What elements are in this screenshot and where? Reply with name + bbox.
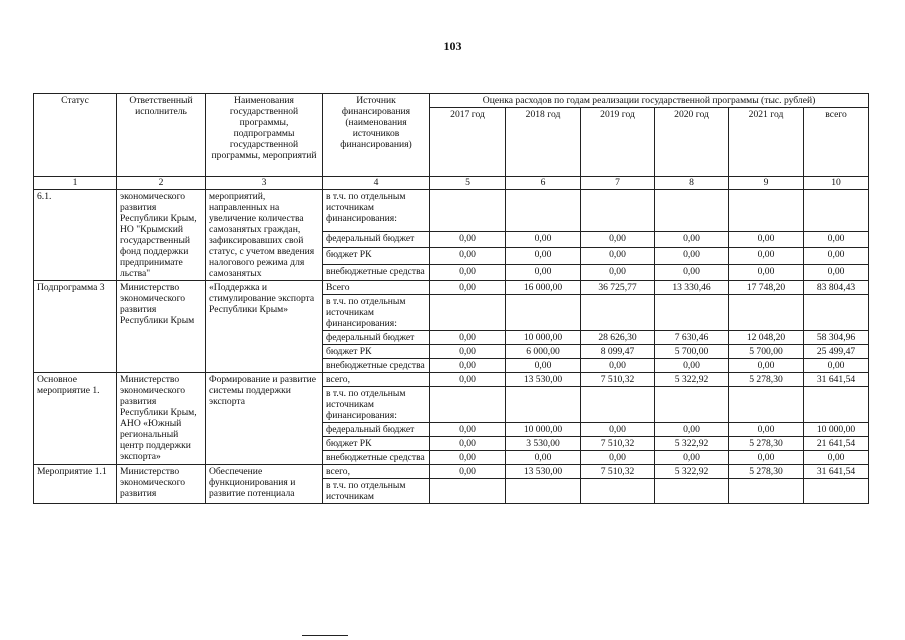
row-year-value: 0,00: [506, 451, 581, 465]
row-year-value: 0,00: [430, 232, 506, 248]
row-funding-source: бюджет РК: [323, 437, 430, 451]
row-executor: Министерство экономического развития Республики Крым: [117, 281, 206, 373]
row-year-value: 0,00: [430, 359, 506, 373]
row-year-value: [430, 190, 506, 232]
row-measure-name: мероприятий, направленных на увеличение количества самозанятых граждан, зафиксировавших свой статус, с учетом введения налогового режима для самозанятых: [206, 190, 323, 281]
row-year-value: 8 099,47: [581, 345, 655, 359]
row-total-value: 58 304,96: [804, 331, 869, 345]
row-funding-source: в т.ч. по отдельным источникам: [323, 479, 430, 504]
row-total-value: 0,00: [804, 359, 869, 373]
row-year-value: 0,00: [655, 264, 729, 280]
header-year: 2019 год: [581, 108, 655, 177]
row-measure-name: Формирование и развитие системы поддержки экспорта: [206, 373, 323, 465]
footnote-divider: [302, 635, 348, 636]
row-year-value: 13 530,00: [506, 373, 581, 387]
row-year-value: 12 048,20: [729, 331, 804, 345]
table-row: [34, 281, 869, 295]
row-year-value: 0,00: [655, 451, 729, 465]
row-year-value: 28 626,30: [581, 331, 655, 345]
column-number: 3: [206, 177, 323, 190]
row-year-value: [430, 479, 506, 504]
column-number: 5: [430, 177, 506, 190]
table-row: [34, 373, 869, 387]
row-year-value: 5 322,92: [655, 373, 729, 387]
row-year-value: [581, 387, 655, 423]
row-year-value: 0,00: [729, 451, 804, 465]
column-number: 8: [655, 177, 729, 190]
row-total-value: 0,00: [804, 248, 869, 264]
column-number: 4: [323, 177, 430, 190]
row-total-value: 0,00: [804, 232, 869, 248]
row-year-value: 0,00: [430, 423, 506, 437]
row-year-value: 5 322,92: [655, 465, 729, 479]
row-total-value: 25 499,47: [804, 345, 869, 359]
row-year-value: 7 630,46: [655, 331, 729, 345]
row-funding-source: всего,: [323, 373, 430, 387]
row-year-value: 0,00: [430, 345, 506, 359]
row-year-value: [729, 387, 804, 423]
row-year-value: [729, 295, 804, 331]
row-year-value: 0,00: [729, 248, 804, 264]
header-status: Статус: [34, 94, 117, 177]
row-year-value: 0,00: [430, 437, 506, 451]
row-year-value: 0,00: [581, 248, 655, 264]
row-year-value: 5 322,92: [655, 437, 729, 451]
row-year-value: 5 278,30: [729, 373, 804, 387]
row-year-value: [506, 479, 581, 504]
row-year-value: 7 510,32: [581, 465, 655, 479]
column-number: 6: [506, 177, 581, 190]
row-year-value: 5 700,00: [729, 345, 804, 359]
row-year-value: [729, 479, 804, 504]
row-year-value: 5 278,30: [729, 465, 804, 479]
row-year-value: 7 510,32: [581, 373, 655, 387]
row-year-value: 0,00: [581, 451, 655, 465]
row-funding-source: федеральный бюджет: [323, 331, 430, 345]
row-total-value: 21 641,54: [804, 437, 869, 451]
row-total-value: [804, 295, 869, 331]
row-year-value: 0,00: [506, 264, 581, 280]
header-year: 2017 год: [430, 108, 506, 177]
row-year-value: [506, 387, 581, 423]
row-total-value: 0,00: [804, 264, 869, 280]
row-executor: Министерство экономического развития Республики Крым, АНО «Южный региональный центр поддержки экспорта»: [117, 373, 206, 465]
row-year-value: 0,00: [430, 465, 506, 479]
row-year-value: 0,00: [430, 451, 506, 465]
row-total-value: 31 641,54: [804, 373, 869, 387]
column-number: 2: [117, 177, 206, 190]
row-year-value: [581, 190, 655, 232]
column-number-row: [34, 177, 869, 190]
row-funding-source: в т.ч. по отдельным источникам финансирования:: [323, 295, 430, 331]
row-year-value: [655, 479, 729, 504]
row-year-value: [655, 387, 729, 423]
row-funding-source: в т.ч. по отдельным источникам финансирования:: [323, 190, 430, 232]
header-source: Источник финансирования (наименования источников финансирования): [323, 94, 430, 177]
row-total-value: [804, 479, 869, 504]
row-year-value: 3 530,00: [506, 437, 581, 451]
row-funding-source: Всего: [323, 281, 430, 295]
header-executor: Ответственный исполнитель: [117, 94, 206, 177]
row-year-value: 0,00: [430, 264, 506, 280]
row-year-value: 5 700,00: [655, 345, 729, 359]
row-year-value: 0,00: [655, 359, 729, 373]
header-year: 2020 год: [655, 108, 729, 177]
row-status: Мероприятие 1.1: [34, 465, 117, 504]
row-year-value: [655, 295, 729, 331]
row-year-value: [430, 295, 506, 331]
row-year-value: 0,00: [430, 281, 506, 295]
row-year-value: 0,00: [430, 373, 506, 387]
table-row: [34, 190, 869, 232]
row-year-value: [655, 190, 729, 232]
row-year-value: 0,00: [581, 423, 655, 437]
row-year-value: 16 000,00: [506, 281, 581, 295]
row-year-value: [729, 190, 804, 232]
row-total-value: [804, 387, 869, 423]
row-funding-source: в т.ч. по отдельным источникам финансирования:: [323, 387, 430, 423]
row-funding-source: внебюджетные средства: [323, 359, 430, 373]
table-row: [34, 465, 869, 479]
header-row-1: [34, 94, 869, 108]
row-year-value: 0,00: [506, 248, 581, 264]
row-year-value: [581, 479, 655, 504]
row-year-value: 0,00: [581, 264, 655, 280]
row-year-value: 0,00: [655, 423, 729, 437]
row-year-value: 5 278,30: [729, 437, 804, 451]
row-year-value: 13 530,00: [506, 465, 581, 479]
row-funding-source: федеральный бюджет: [323, 232, 430, 248]
row-executor: экономического развития Республики Крым, НО "Крымский государственный фонд поддержки предпринимате льства": [117, 190, 206, 281]
row-year-value: 0,00: [729, 264, 804, 280]
row-year-value: 0,00: [729, 423, 804, 437]
row-year-value: 0,00: [655, 248, 729, 264]
row-year-value: 6 000,00: [506, 345, 581, 359]
row-year-value: 13 330,46: [655, 281, 729, 295]
row-year-value: 17 748,20: [729, 281, 804, 295]
row-executor: Министерство экономического развития: [117, 465, 206, 504]
row-year-value: [430, 387, 506, 423]
row-year-value: 10 000,00: [506, 423, 581, 437]
row-total-value: 0,00: [804, 451, 869, 465]
row-measure-name: «Поддержка и стимулирование экспорта Республики Крым»: [206, 281, 323, 373]
row-year-value: 0,00: [506, 232, 581, 248]
row-year-value: 0,00: [581, 359, 655, 373]
header-year: 2021 год: [729, 108, 804, 177]
row-funding-source: внебюджетные средства: [323, 264, 430, 280]
row-year-value: 0,00: [581, 232, 655, 248]
header-name: Наименования государственной программы, подпрограммы государственной программы, мероприятий: [206, 94, 323, 177]
row-funding-source: бюджет РК: [323, 345, 430, 359]
row-funding-source: внебюджетные средства: [323, 451, 430, 465]
row-status: 6.1.: [34, 190, 117, 281]
row-year-value: 0,00: [655, 232, 729, 248]
column-number: 1: [34, 177, 117, 190]
column-number: 9: [729, 177, 804, 190]
row-year-value: 7 510,32: [581, 437, 655, 451]
row-year-value: [581, 295, 655, 331]
column-number: 10: [804, 177, 869, 190]
page-number: 103: [443, 39, 462, 53]
row-year-value: 10 000,00: [506, 331, 581, 345]
row-year-value: 0,00: [506, 359, 581, 373]
row-year-value: [506, 190, 581, 232]
row-total-value: 31 641,54: [804, 465, 869, 479]
column-number: 7: [581, 177, 655, 190]
row-year-value: 0,00: [729, 232, 804, 248]
row-year-value: 0,00: [430, 331, 506, 345]
row-funding-source: всего,: [323, 465, 430, 479]
row-total-value: [804, 190, 869, 232]
budget-table: [33, 93, 869, 504]
row-total-value: 10 000,00: [804, 423, 869, 437]
header-total: всего: [804, 108, 869, 177]
header-estimate: Оценка расходов по годам реализации государственной программы (тыс. рублей): [430, 94, 869, 108]
row-measure-name: Обеспечение функционирования и развитие потенциала: [206, 465, 323, 504]
row-year-value: [506, 295, 581, 331]
row-status: Подпрограмма 3: [34, 281, 117, 373]
row-funding-source: федеральный бюджет: [323, 423, 430, 437]
row-funding-source: бюджет РК: [323, 248, 430, 264]
row-year-value: 0,00: [729, 359, 804, 373]
row-year-value: 0,00: [430, 248, 506, 264]
header-year: 2018 год: [506, 108, 581, 177]
row-year-value: 36 725,77: [581, 281, 655, 295]
row-status: Основное мероприятие 1.: [34, 373, 117, 465]
row-total-value: 83 804,43: [804, 281, 869, 295]
